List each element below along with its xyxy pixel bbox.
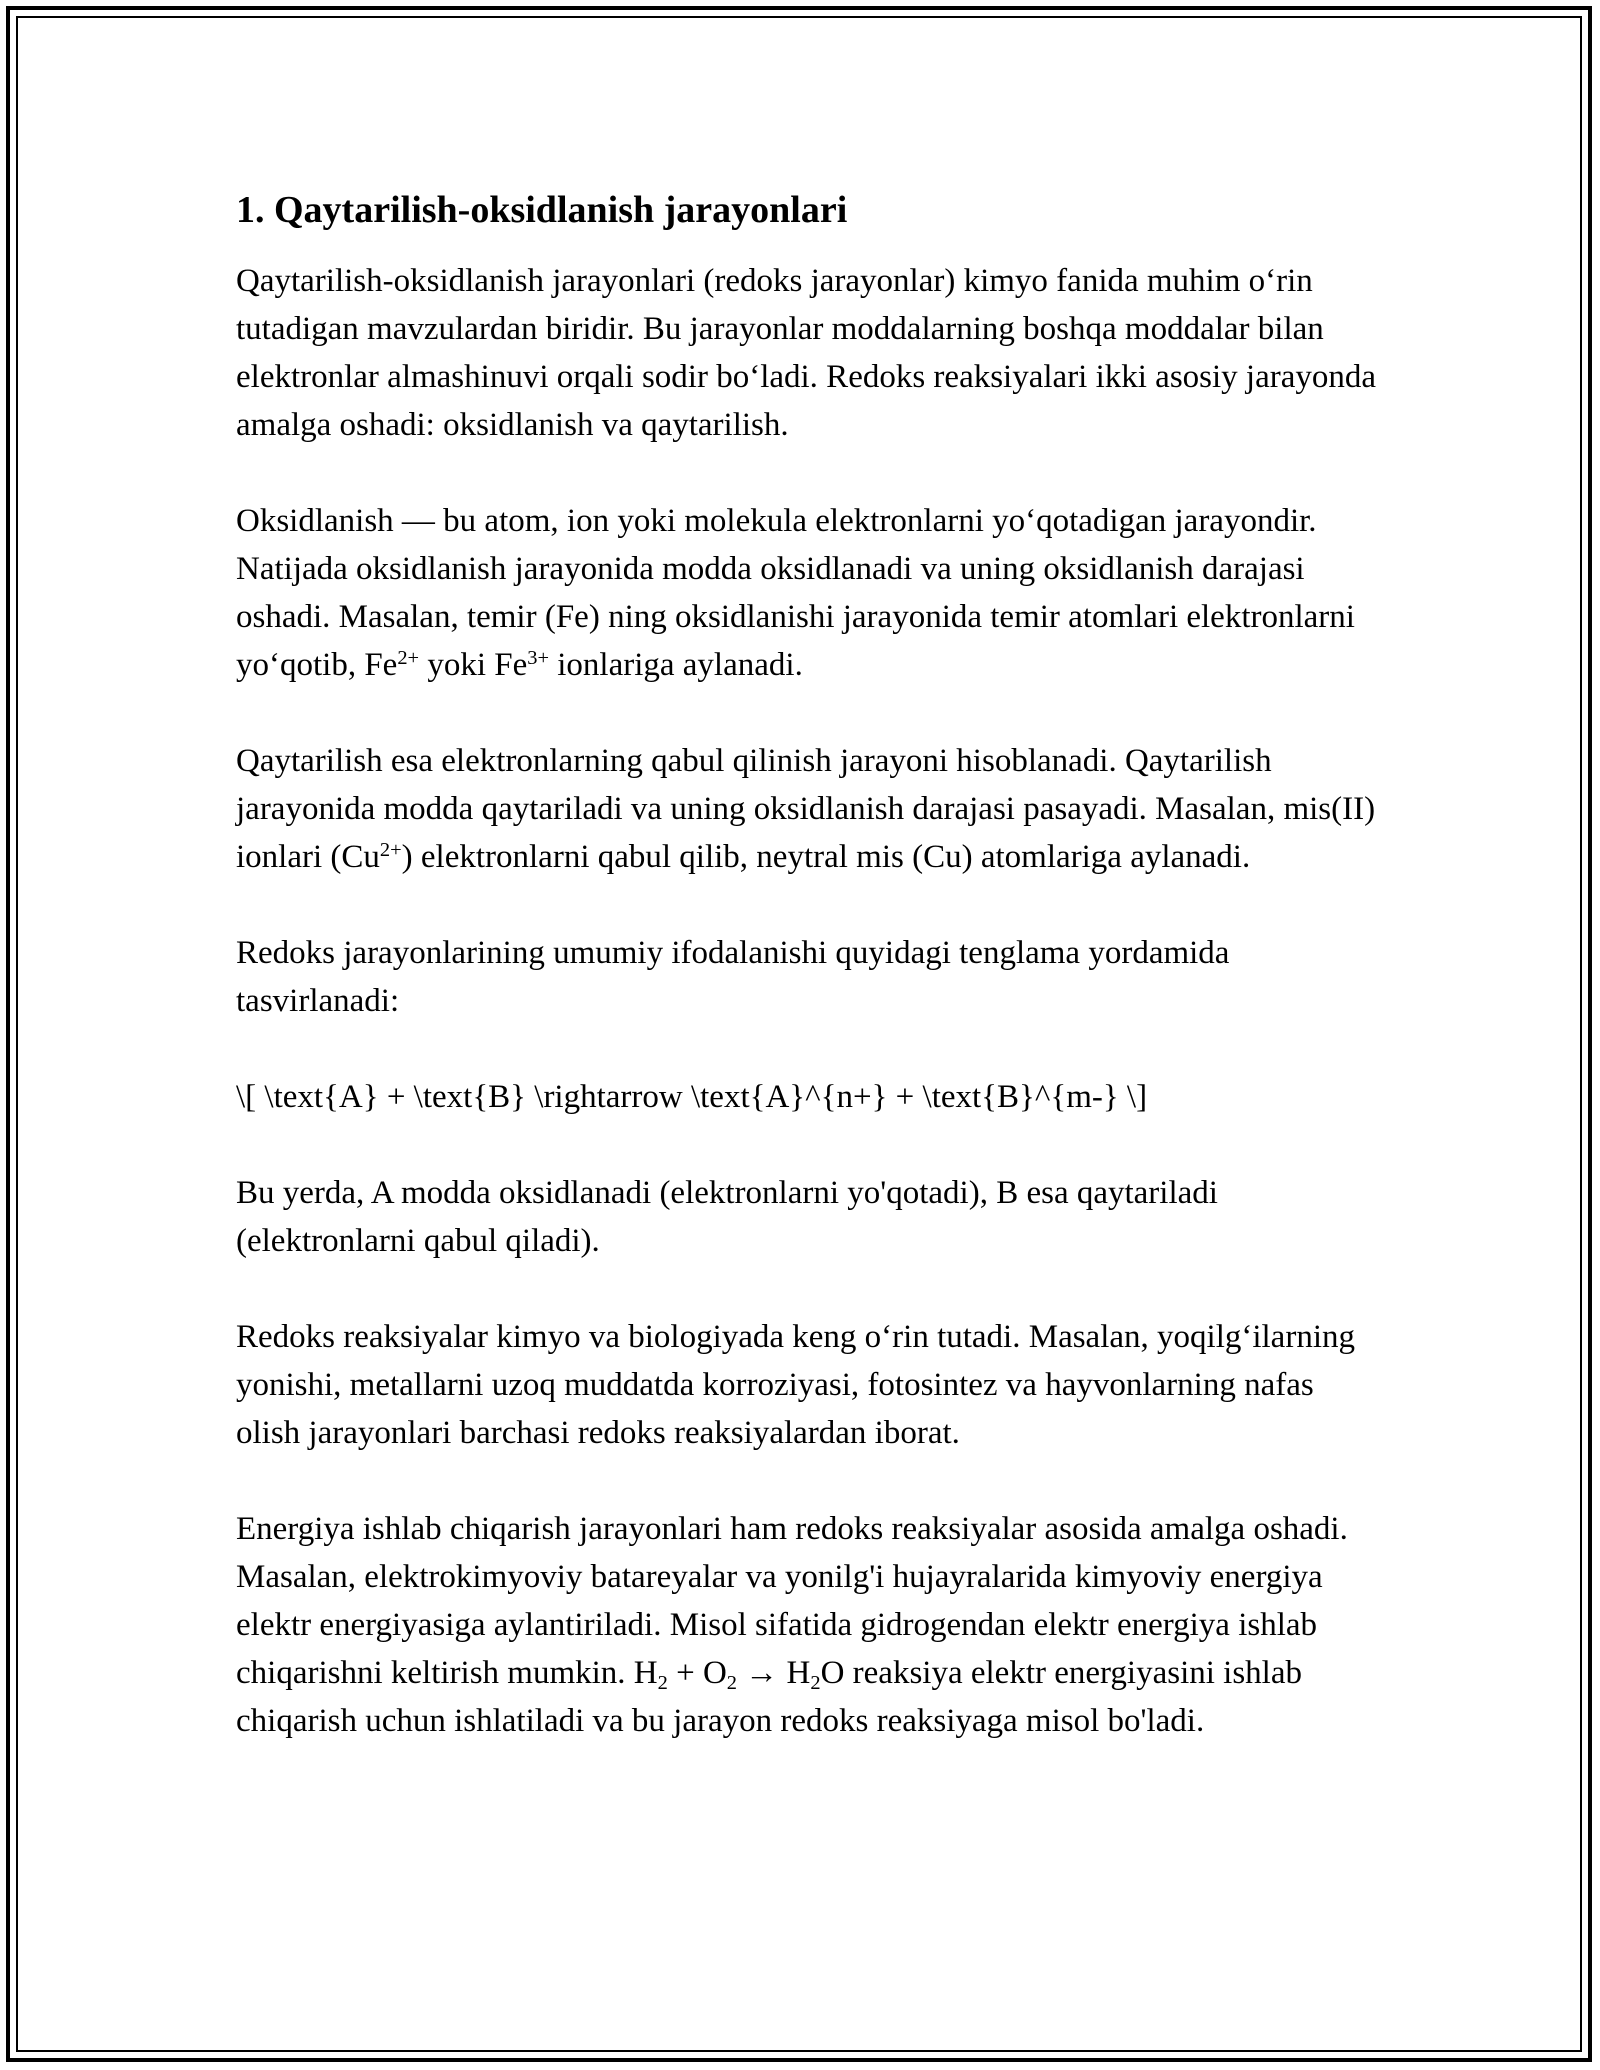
paragraph-reduction [236,737,1386,881]
document-body [236,186,1386,1793]
paragraph-explanation: Bu yerda, A modda oksidlanadi (elektronlarni yo'qotadi), B esa qaytariladi (elektronlarni qabul qiladi). [236,1175,1218,1260]
text-run: Energiya ishlab chiqarish jarayonlari ham redoks reaksiyalar asosida amalga oshadi. Masalan, elektrokimyoviy batareyalar va yonilg'i hujayralarida kimyoviy energiya elektr energiyasiga aylantiriladi. Misol sifatida gidrogendan elektr energiya ishlab chiqarishni keltirish mumkin. H [236,1511,1348,1692]
text-run: + O [667,1655,727,1692]
subscript: 2 [726,1672,738,1695]
paragraph-general-expression: Redoks jarayonlarining umumiy ifodalanishi quyidagi tenglama yordamida tasvirlanadi: [236,935,1230,1020]
paragraph-applications: Redoks reaksiyalar kimyo va biologiyada keng o‘rin tutadi. Masalan, yoqilg‘ilarning yonishi, metallarni uzoq muddatda korroziyasi, fotosintez va hayvonlarning nafas olish jarayonlari barchasi redoks reaksiyalardan iborat. [236,1319,1355,1452]
paragraph-oxidation [236,497,1386,689]
paragraph-intro: Qaytarilish-oksidlanish jarayonlari (redoks jarayonlar) kimyo fanida muhim o‘rin tutadigan mavzulardan biridir. Bu jarayonlar moddalarning boshqa moddalar bilan elektronlar almashinuvi orqali sodir bo‘ladi. Redoks reaksiyalari ikki asosiy jarayonda amalga oshadi: oksidlanish va qaytarilish. [236,263,1377,444]
text-run: ionlariga aylanadi. [549,647,803,684]
superscript: 3+ [527,647,549,670]
text-run: Qaytarilish esa elektronlarning qabul qilinish jarayoni hisoblanadi. Qaytarilish jarayonida modda qaytariladi va uning oksidlanish darajasi pasayadi. Masalan, mis(II) ionlari (Cu [236,743,1376,876]
text-run: Oksidlanish — bu atom, ion yoki molekula elektronlarni yo‘qotadigan jarayondir. Natijada oksidlanish jarayonida modda oksidlanadi va uning oksidlanish darajasi oshadi. Masalan, temir (Fe) ning oksidlanishi jarayonida temir atomlari elektronlarni yo‘qotib, Fe [236,503,1355,684]
paragraph-energy [236,1505,1386,1745]
section-heading: 1. Qaytarilish-oksidlanish jarayonlari [236,189,848,231]
text-run: → H [737,1655,811,1692]
superscript: 2+ [379,839,402,862]
text-run: O reaksiya elektr energiyasini ishlab chiqarish uchun ishlatiladi va bu jarayon redoks reaksiyaga misol bo'ladi. [236,1655,1302,1740]
superscript: 2+ [397,647,420,670]
subscript: 2 [810,1672,821,1695]
equation-latex: \[ \text{A} + \text{B} \rightarrow \text{A}^{n+} + \text{B}^{m-} \] [236,1079,1148,1116]
text-run: ) elektronlarni qabul qilib, neytral mis (Cu) atomlariga aylanadi. [401,839,1251,876]
text-run: yoki Fe [419,647,528,684]
subscript: 2 [657,1672,668,1695]
